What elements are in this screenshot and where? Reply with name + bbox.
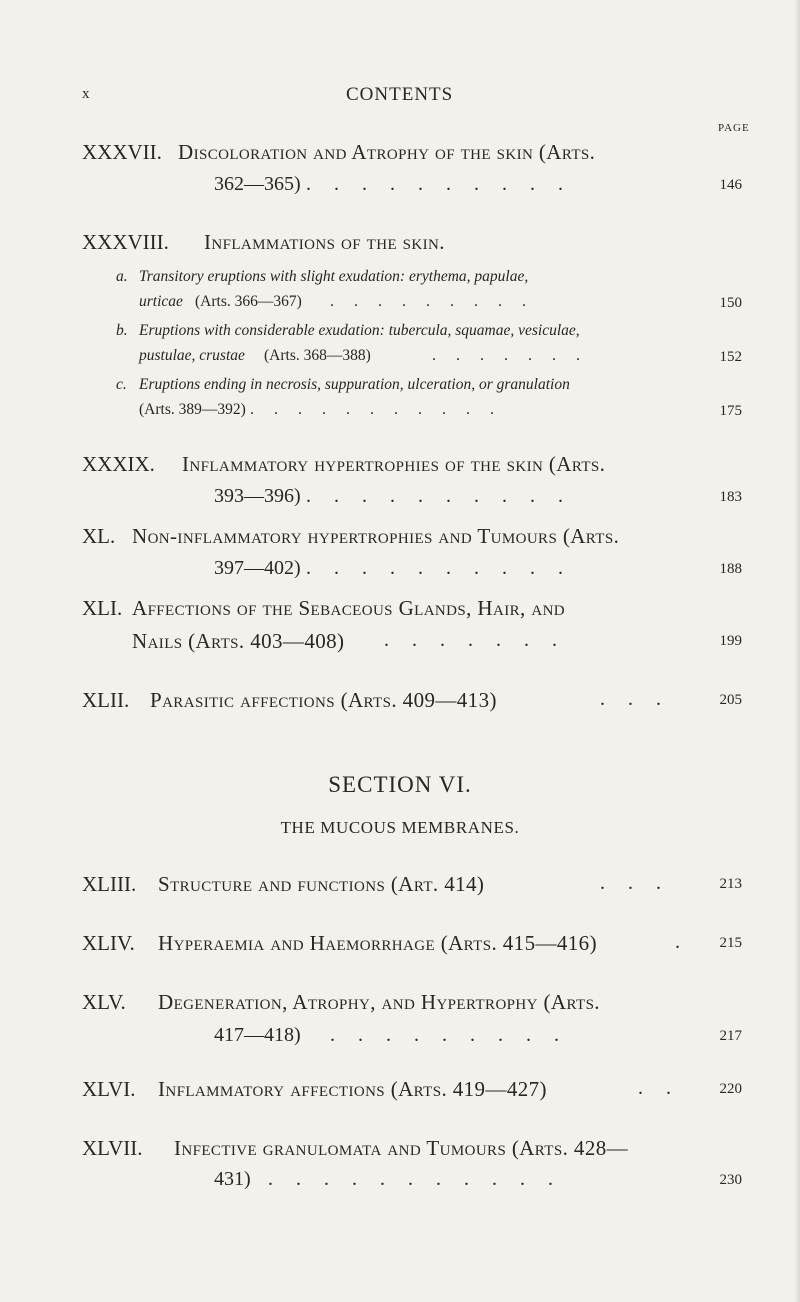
chapter-title-continued: Nails (Arts. 403—408) [132, 629, 345, 653]
section-title: SECTION VI. [328, 772, 472, 797]
subentry-letter: b. [116, 322, 128, 339]
chapter-number: XXXVIII. [82, 230, 169, 254]
page-column-label: PAGE [718, 122, 750, 134]
chapter-title: Infective granulomata and Tumours (Arts. 428— [174, 1136, 629, 1160]
page-ref: 215 [719, 935, 742, 951]
dot-leader: . . . [600, 688, 670, 710]
subentry-title: Transitory eruptions with slight exudation: erythema, papulae, [139, 268, 529, 285]
chapter-title: Inflammatory affections (Arts. 419—427) [158, 1077, 547, 1101]
subentry-letter: a. [116, 268, 128, 285]
dot-leader: . . . . . . . [432, 347, 588, 364]
page-ref: 183 [719, 489, 742, 505]
dot-leader: . . [638, 1077, 680, 1099]
page-ref: 150 [719, 295, 742, 311]
chapter-title: Hyperaemia and Haemorrhage (Arts. 415—416) [158, 931, 597, 955]
page-ref: 217 [719, 1028, 742, 1044]
dot-leader: . . . . . . . . . . [306, 173, 572, 195]
chapter-title-continued: 393—396) [214, 485, 301, 507]
dot-leader: . . . . . . . . . . [306, 485, 572, 507]
page-ref: 205 [719, 692, 742, 708]
dot-leader: . . . . . . . [384, 629, 566, 651]
chapter-number: XLVI. [82, 1077, 136, 1101]
dot-leader: . . . . . . . . . [330, 293, 534, 310]
dot-leader: . . . . . . . . . . . [268, 1168, 562, 1190]
page-ref: 188 [719, 561, 742, 577]
chapter-title: Inflammations of the skin. [204, 230, 445, 254]
chapter-number: XLVII. [82, 1136, 143, 1160]
page-ref: 199 [719, 633, 742, 649]
chapter-number: XXXVII. [82, 140, 162, 164]
page-ref: 152 [719, 349, 742, 365]
subentry-title: Eruptions with considerable exudation: tubercula, squamae, vesiculae, [139, 322, 580, 339]
page-ref: 213 [719, 876, 742, 892]
subentry-title-continued: urticae [139, 293, 183, 310]
page-title: CONTENTS [346, 84, 454, 105]
chapter-title-continued: 362—365) [214, 173, 301, 195]
dot-leader: . . . [600, 872, 670, 894]
chapter-number: XL. [82, 524, 116, 548]
page-number: x [82, 86, 90, 102]
chapter-number: XLIII. [82, 872, 137, 896]
dot-leader: . . . . . . . . . . [306, 557, 572, 579]
dot-leader: . [675, 931, 689, 953]
section-subtitle: THE MUCOUS MEMBRANES. [280, 818, 520, 837]
page-ref: 175 [719, 403, 742, 419]
page-edge [794, 0, 800, 1302]
chapter-number: XLIV. [82, 931, 135, 955]
page-ref: 146 [719, 177, 742, 193]
dot-leader: . . . . . . . . . [330, 1024, 568, 1046]
chapter-title: Structure and functions (Art. 414) [158, 872, 485, 896]
chapter-title: Affections of the Sebaceous Glands, Hair, and [132, 596, 566, 620]
chapter-number: XLII. [82, 688, 130, 712]
dot-leader: . . . . . . . . . . . [250, 401, 502, 418]
chapter-number: XXXIX. [82, 452, 155, 476]
chapter-number: XLV. [82, 990, 126, 1014]
chapter-title-continued: 397—402) [214, 557, 301, 579]
page-ref: 220 [719, 1081, 742, 1097]
subentry-title: Eruptions ending in necrosis, suppuration, ulceration, or granulation [139, 376, 570, 393]
subentry-letter: c. [116, 376, 127, 393]
chapter-number: XLI. [82, 596, 123, 620]
chapter-title: Degeneration, Atrophy, and Hypertrophy (Arts. [158, 990, 600, 1014]
chapter-title-continued: 417—418) [214, 1024, 301, 1046]
chapter-title: Parasitic affections (Arts. 409—413) [150, 688, 497, 712]
chapter-title: Non-inflammatory hypertrophies and Tumours (Arts. [132, 524, 620, 548]
subentry-title-continued: pustulae, crustae [139, 347, 245, 364]
subentry-arts: (Arts. 389—392) [139, 401, 246, 418]
chapter-title-continued: 431) [214, 1168, 251, 1190]
subentry-arts: (Arts. 368—388) [264, 347, 371, 364]
chapter-title: Discoloration and Atrophy of the skin (Arts. [178, 140, 596, 164]
page-ref: 230 [719, 1172, 742, 1188]
chapter-title: Inflammatory hypertrophies of the skin (Arts. [182, 452, 606, 476]
subentry-arts: (Arts. 366—367) [195, 293, 302, 310]
